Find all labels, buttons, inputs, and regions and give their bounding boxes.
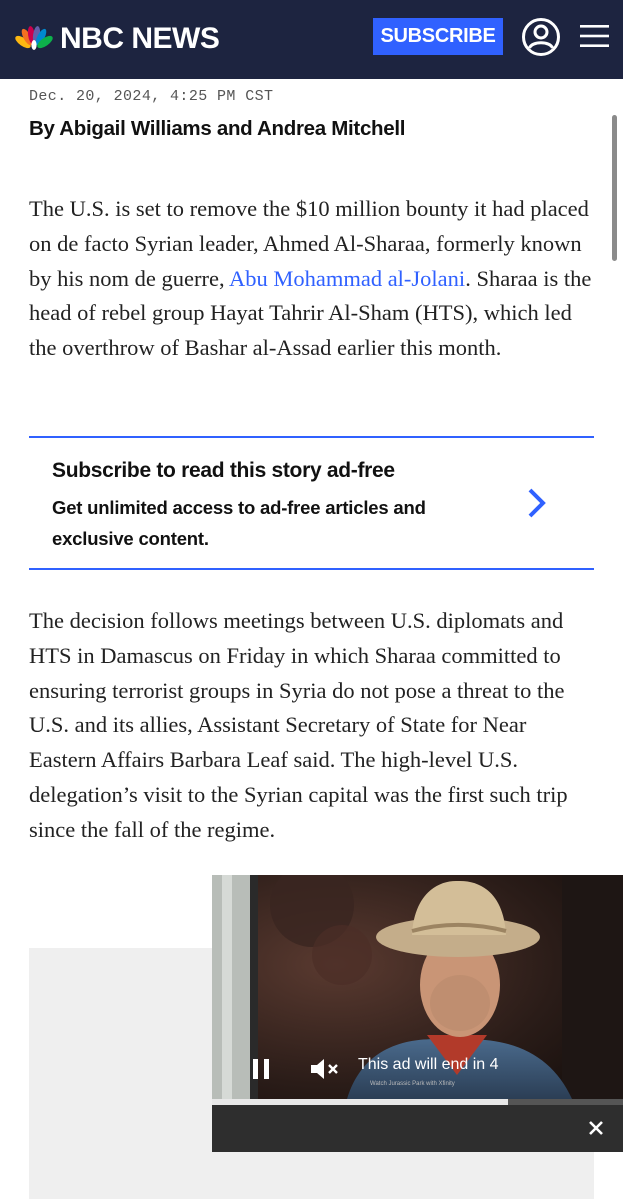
article-dateline: Dec. 20, 2024, 4:25 PM CST: [29, 88, 274, 105]
article-byline: By Abigail Williams and Andrea Mitchell: [29, 117, 406, 140]
promo-subtitle: Get unlimited access to ad-free articles and exclusive content.: [52, 497, 426, 549]
video-ad-player[interactable]: [212, 875, 623, 1099]
muted-speaker-icon[interactable]: [310, 1058, 340, 1080]
subscribe-promo[interactable]: [29, 437, 594, 569]
site-logo[interactable]: [14, 22, 219, 56]
article-paragraph: [29, 192, 597, 366]
account-icon[interactable]: [521, 17, 561, 57]
subscribe-button[interactable]: SUBSCRIBE: [373, 18, 503, 55]
hamburger-menu-icon[interactable]: [580, 24, 609, 48]
jolani-link[interactable]: Abu Mohammad al-Jolani: [228, 265, 466, 291]
logo-text: NBC NEWS: [60, 22, 220, 55]
chevron-right-icon[interactable]: [526, 486, 548, 520]
article-paragraph: The decision follows meetings between U.S. diplomats and HTS in Damascus on Friday in which Sharaa committed to ensuring terrorist groups in Syria do not pose a threat to the U.S. and its allies, Assistant Secretary of State for Near Eastern Affairs Barbara Leaf said. The high-level U.S. delegation’s visit to the Syrian capital was the first such trip since the fall of the regime.: [29, 608, 568, 842]
ad-countdown: This ad will end in 4: [358, 1056, 499, 1073]
paragraph-text: The U.S. is set to remove the $10 million bounty it had placed on de facto Syrian leader, Ahmed Al-Sharaa, formerly known by his nom de guerre,: [29, 196, 589, 291]
ad-controls: [212, 1053, 623, 1099]
promo-divider-bottom: [29, 568, 594, 570]
ad-subtext: Watch Jurassic Park with Xfinity: [370, 1081, 455, 1087]
nbc-peacock-logo-icon: [14, 26, 54, 52]
close-icon[interactable]: [587, 1119, 605, 1137]
promo-title: Subscribe to read this story ad-free: [52, 459, 395, 482]
paragraph-text: . Sharaa is the head of rebel group Hayat Tahrir Al-Sham (HTS), which led the overthrow of Bashar al-Assad earlier this month.: [29, 265, 592, 361]
scrollbar[interactable]: [612, 115, 617, 261]
ad-close-bar: [212, 1105, 623, 1152]
pause-icon[interactable]: [250, 1058, 272, 1080]
site-header: [0, 0, 623, 79]
